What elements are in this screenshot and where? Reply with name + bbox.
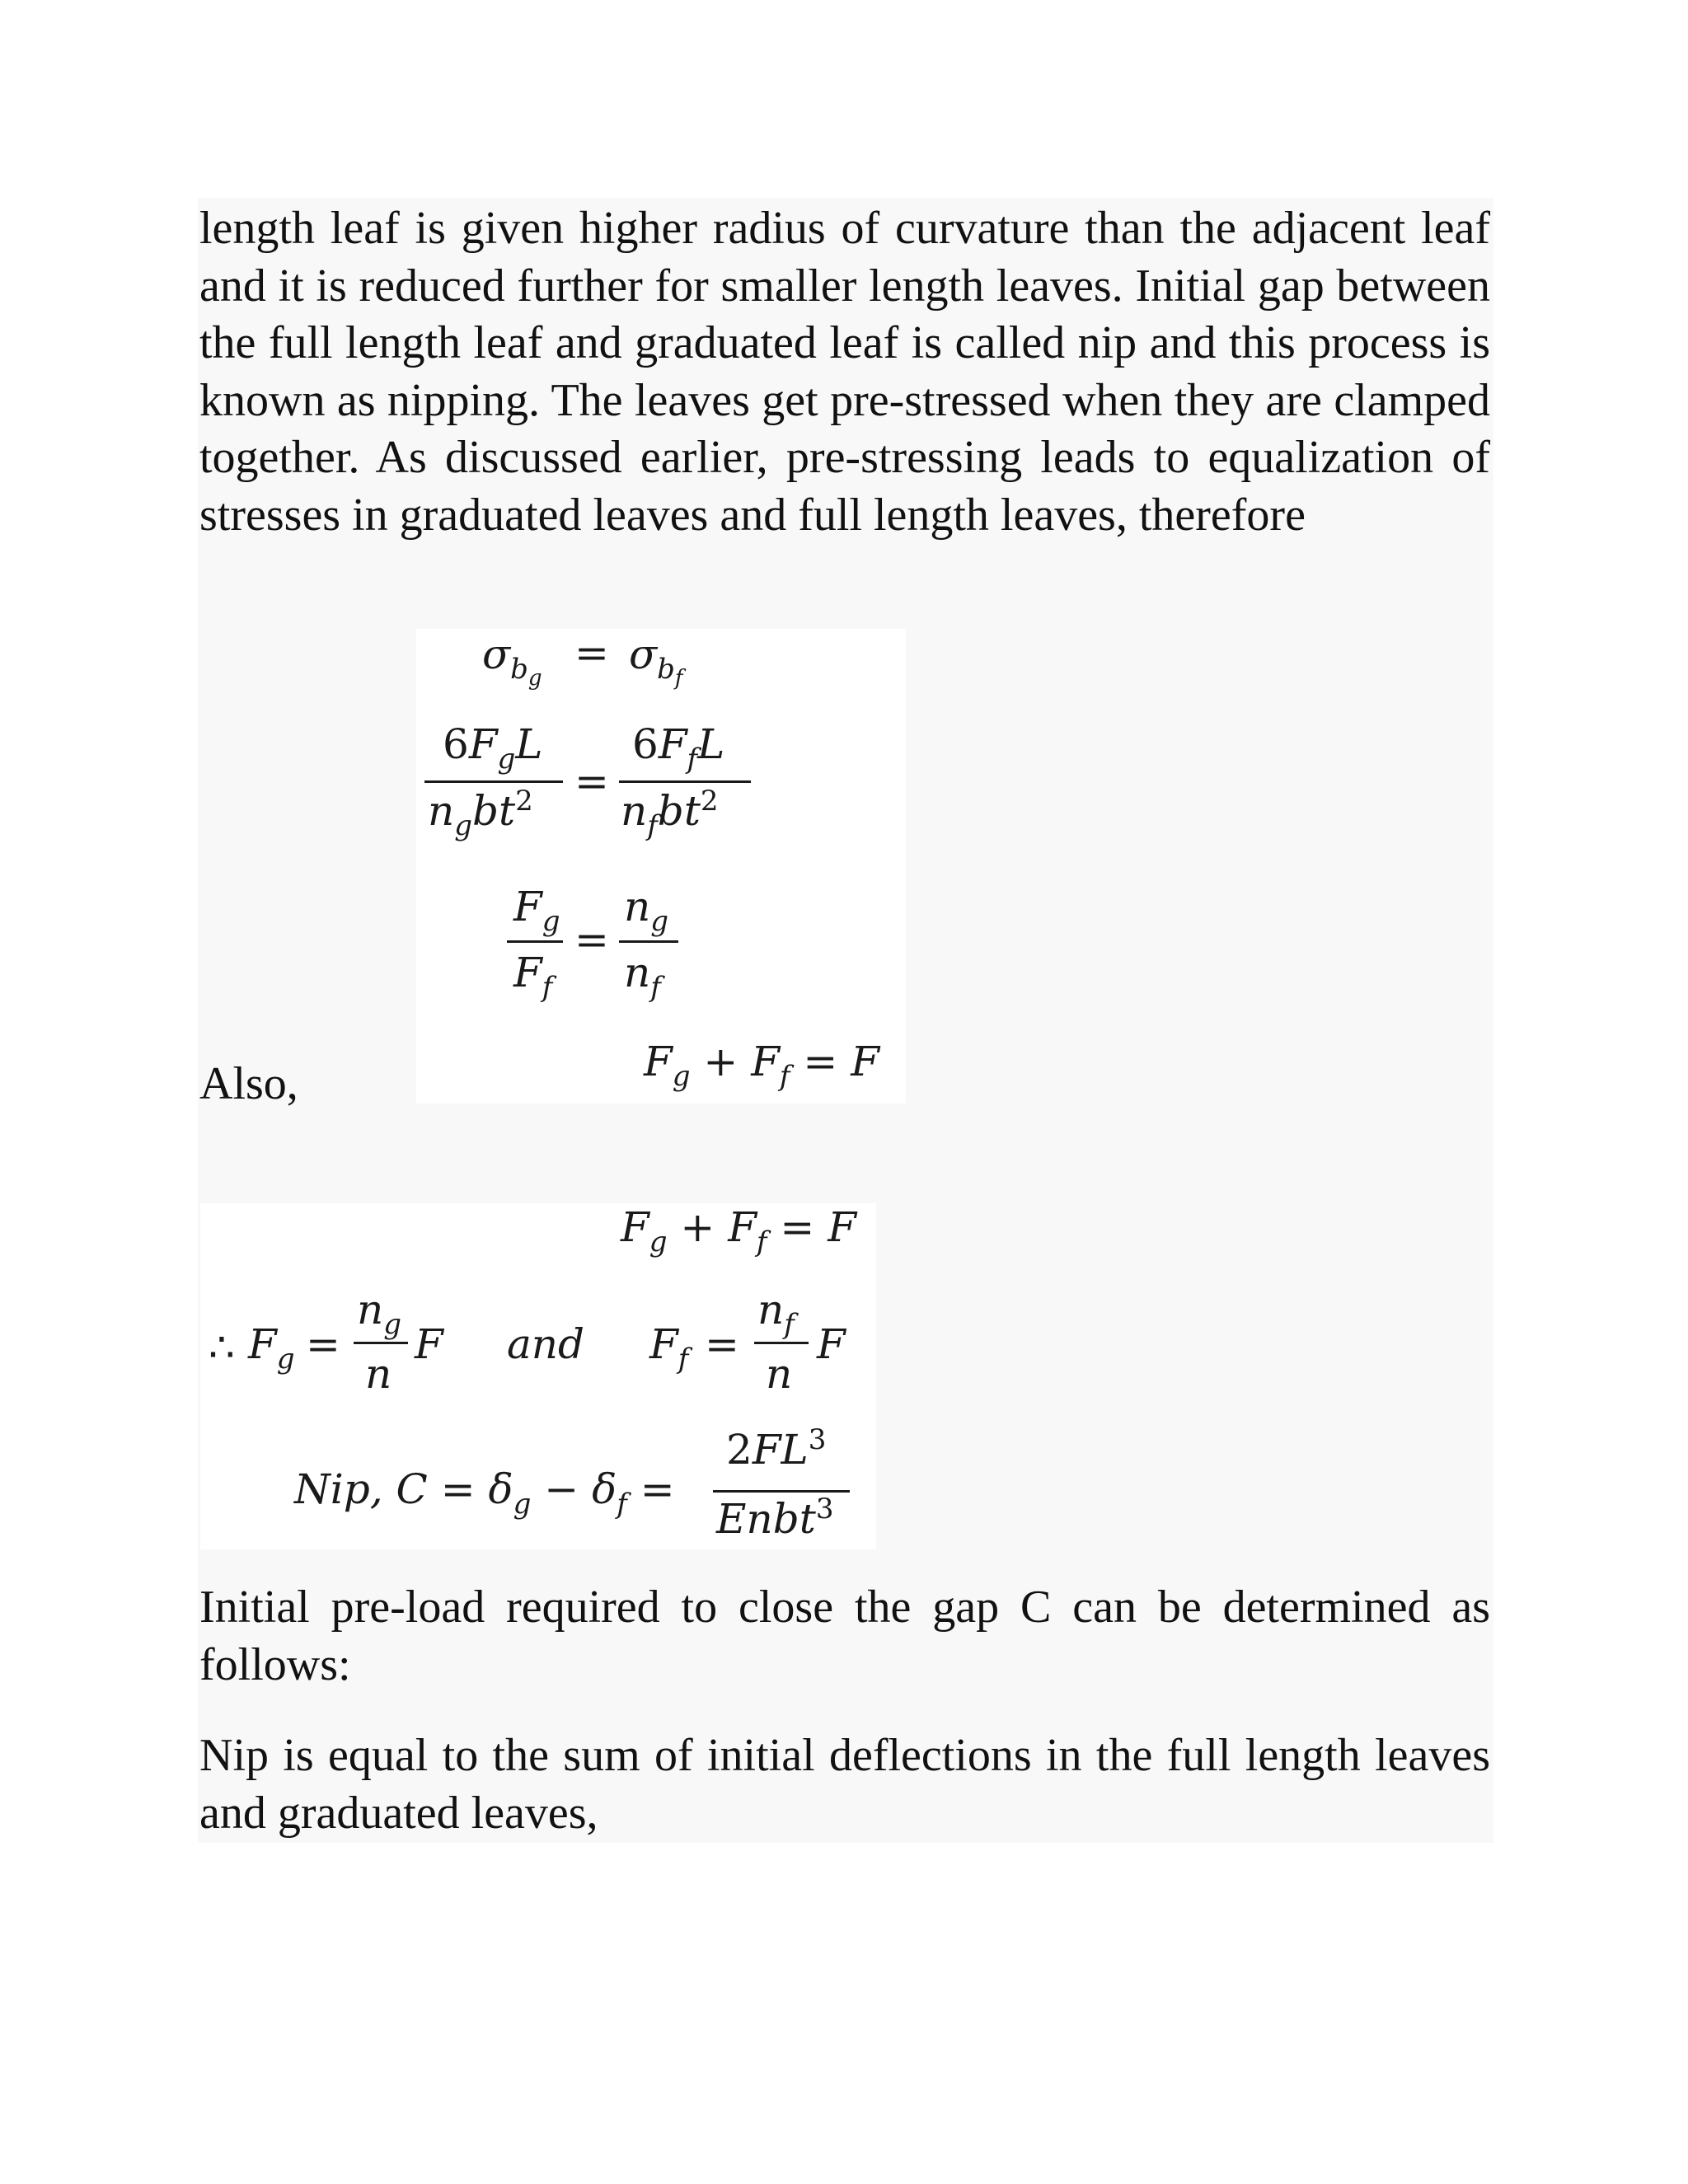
equation-nip: Nip, $C = \delta_g - \delta_f$ = (294, 1465, 675, 1521)
term-ff: $F_f$ (649, 1320, 689, 1376)
equals-sign: = (574, 916, 609, 963)
fraction-bar (619, 940, 678, 943)
numerator-6ffl: $6F_fL$ (632, 720, 725, 776)
equation-force-sum: $F_g + F_f = F$ (644, 1038, 879, 1093)
equation-force-sum: $F_g + F_f = F$ (621, 1203, 856, 1258)
numerator-fg: $F_g$ (513, 883, 560, 938)
term-f: F (817, 1320, 846, 1368)
denominator-nfbt2: $n_fbt^2$ (621, 785, 719, 842)
therefore-symbol: ∴ (209, 1324, 235, 1371)
equation-sigma-bg: $\sigma_{b_g}$ (482, 630, 542, 691)
numerator-2fl3: $2FL^3$ (726, 1423, 827, 1474)
also-label: Also, (199, 1058, 298, 1109)
fraction-bar (354, 1342, 408, 1344)
equation-block-stress-equalization (416, 629, 906, 1104)
denominator-n: n (365, 1350, 392, 1398)
denominator-enbt3: Enbt$^3$ (716, 1493, 834, 1543)
equals-sign: = (306, 1320, 340, 1368)
equals-sign: = (574, 629, 609, 677)
denominator-nf: $n_f$ (624, 949, 661, 1004)
term-fg: $F_g$ (248, 1320, 295, 1376)
numerator-nf: $n_f$ (757, 1286, 795, 1341)
paragraph-nipping: length leaf is given higher radius of curvature than the adjacent leaf and it is reduced further for smaller length leaves. Initial gap between the full length leaf and graduated leaf is called nip and this process is known as nipping. The leaves get pre-stressed when they are clamped together. As discussed earlier, pre-stressing leads to equalization of stresses in graduated leaves and full length leaves, therefore (199, 203, 1490, 541)
equation-sigma-bf: $\sigma_{b_f}$ (629, 630, 683, 691)
numerator-6fgl: $6F_gL$ (443, 720, 543, 776)
denominator-ngbt2: $n_gbt^2$ (428, 785, 533, 842)
fraction-bar (619, 780, 751, 783)
equals-sign: = (574, 757, 609, 805)
fraction-bar (754, 1342, 809, 1344)
term-f: F (415, 1320, 443, 1368)
denominator-n: n (766, 1350, 793, 1398)
paragraph-preload: Initial pre-load required to close the gap C can be determined as follows: (199, 1582, 1490, 1690)
paragraph-nip-sum: Nip is equal to the sum of initial deflections in the full length leaves and graduated leaves, (199, 1730, 1490, 1839)
fraction-bar (424, 780, 563, 783)
numerator-ng: $n_g$ (624, 883, 668, 938)
numerator-ng: $n_g$ (357, 1286, 401, 1341)
fraction-bar (507, 940, 563, 943)
word-and: and (507, 1320, 585, 1368)
equals-sign: = (705, 1320, 739, 1368)
denominator-ff: $F_f$ (513, 949, 553, 1004)
equation-block-nip (200, 1203, 876, 1549)
